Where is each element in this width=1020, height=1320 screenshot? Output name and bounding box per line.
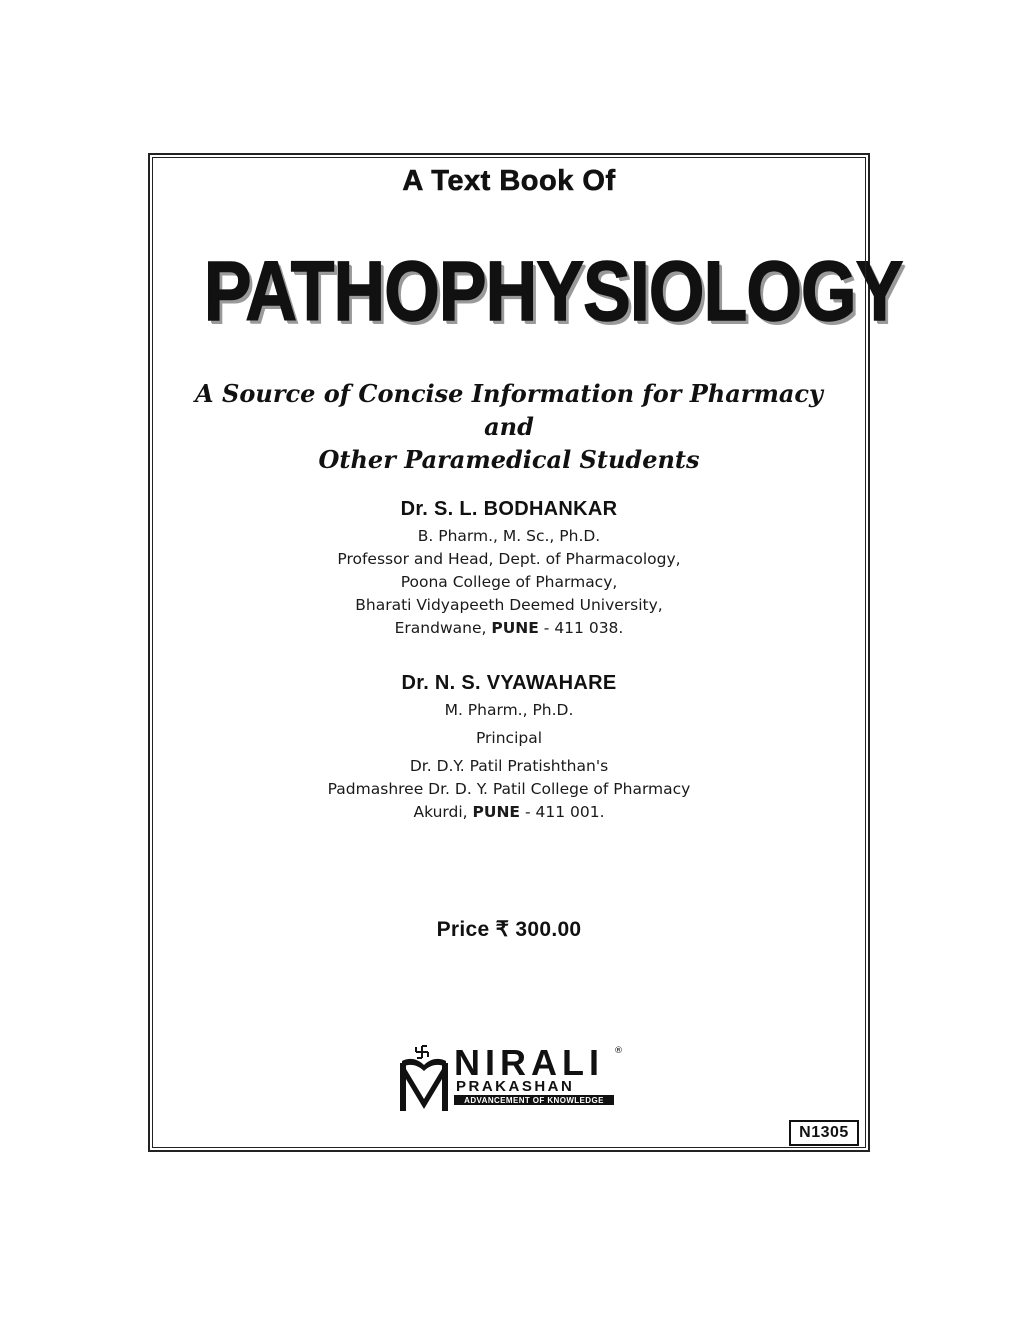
author-college: Poona College of Pharmacy,	[400, 573, 618, 591]
author-university: Bharati Vidyapeeth Deemed University,	[355, 596, 663, 614]
subtitle-line-1: A Source of Concise Information for Pharmacy and	[195, 379, 823, 441]
author-name: Dr. S. L. BODHANKAR	[400, 498, 618, 520]
publisher-mark-icon	[416, 1046, 428, 1058]
publisher-logo	[398, 1043, 622, 1113]
book-title: PATHOPHYSIOLOGY	[203, 244, 903, 338]
address-suffix: - 411 001.	[520, 803, 605, 821]
publisher-sub: PRAKASHAN	[456, 1078, 575, 1095]
author-block-1	[150, 498, 868, 640]
book-code: N1305	[789, 1120, 859, 1146]
subtitle	[150, 377, 868, 476]
author-college: Padmashree Dr. D. Y. Patil College of Pharmacy	[327, 780, 691, 798]
author-trust: Dr. D.Y. Patil Pratishthan's	[409, 757, 609, 775]
author-degrees: M. Pharm., Ph.D.	[444, 701, 574, 719]
publisher-name: NIRALI	[454, 1042, 604, 1083]
address-prefix: Akurdi,	[413, 803, 473, 821]
address-city: PUNE	[472, 803, 521, 821]
pre-title: A Text Book Of	[402, 165, 616, 197]
address-city: PUNE	[491, 619, 539, 637]
author-address	[150, 801, 868, 824]
publisher-tagline: ADVANCEMENT OF KNOWLEDGE	[464, 1096, 604, 1105]
author-degrees: B. Pharm., M. Sc., Ph.D.	[417, 527, 601, 545]
address-prefix: Erandwane,	[394, 619, 492, 637]
cover-frame	[148, 153, 903, 1152]
subtitle-line-2: Other Paramedical Students	[318, 445, 700, 474]
address-suffix: - 411 038.	[538, 619, 624, 637]
registered-mark: ®	[614, 1046, 623, 1056]
price: Price ₹ 300.00	[436, 918, 582, 941]
author-address	[150, 617, 868, 640]
author-block-2	[150, 672, 868, 824]
publisher-book-icon	[400, 1059, 448, 1111]
author-name: Dr. N. S. VYAWAHARE	[401, 672, 617, 694]
author-position: Principal	[475, 729, 543, 747]
tagline-bar	[454, 1095, 614, 1105]
author-position: Professor and Head, Dept. of Pharmacology,	[337, 550, 681, 568]
